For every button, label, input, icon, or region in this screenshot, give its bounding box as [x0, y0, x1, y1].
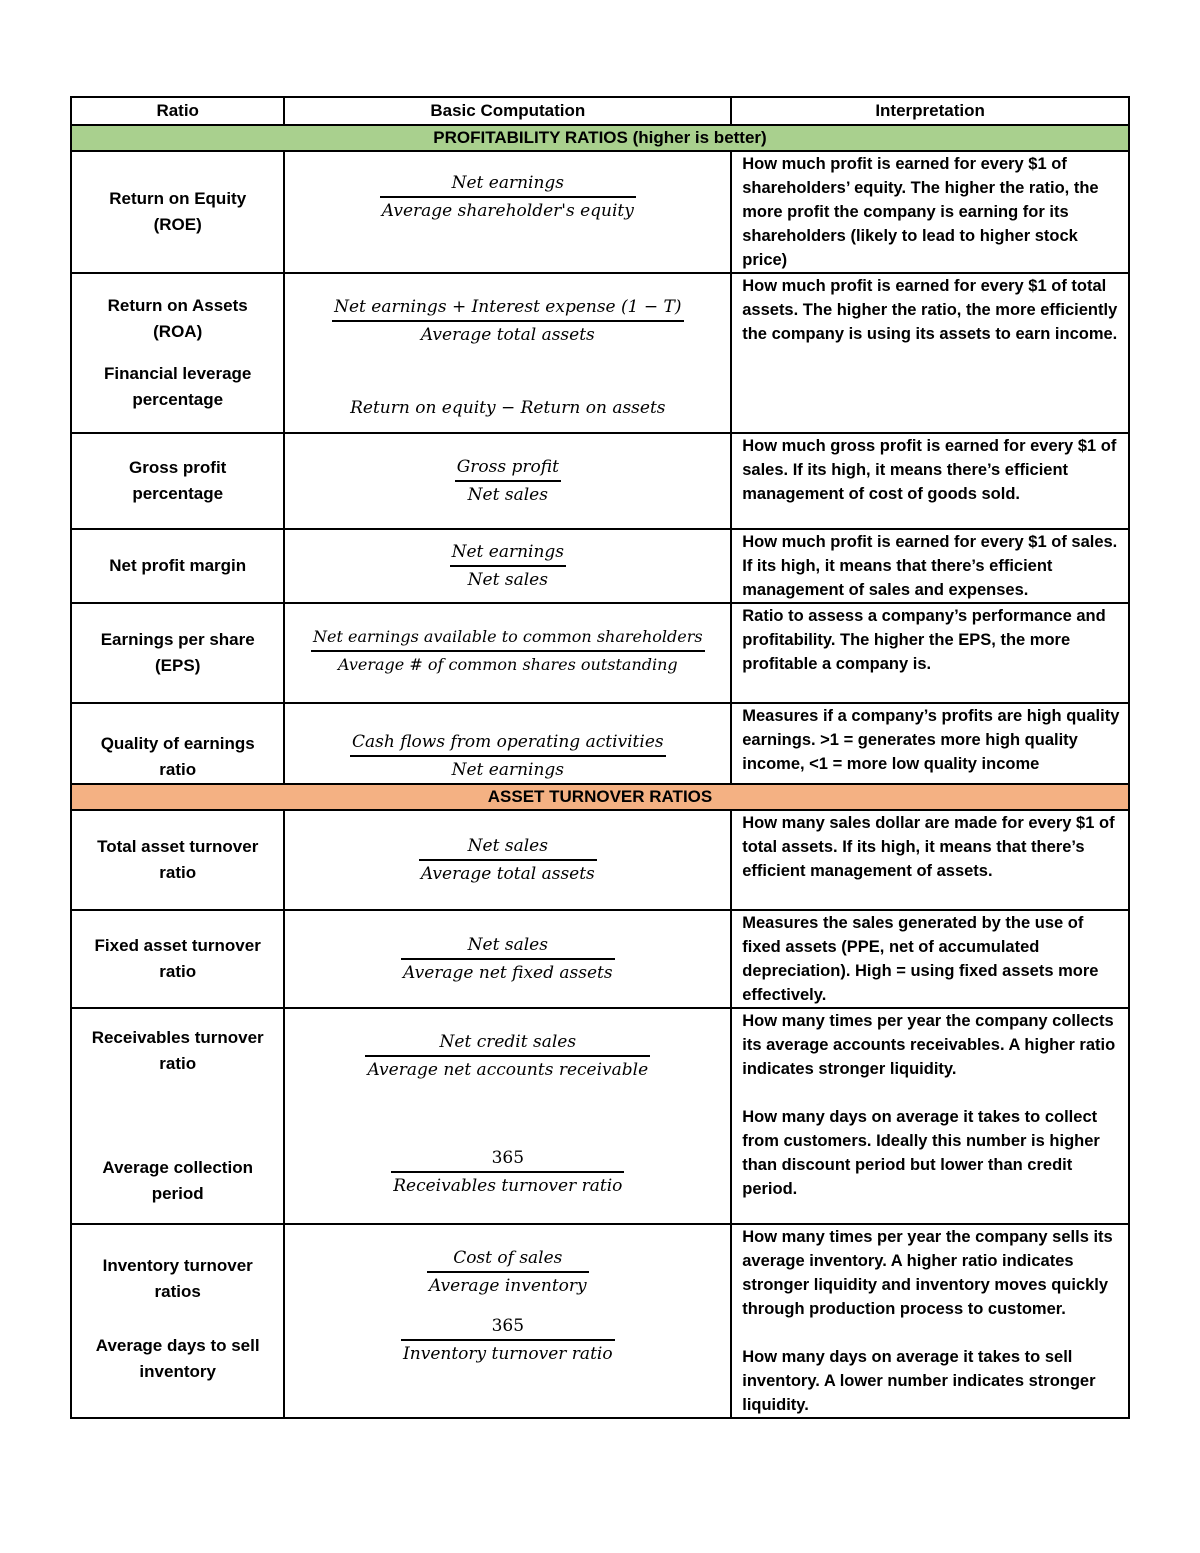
interpretation-text: How much profit is earned for every $1 of total assets. The higher the ratio, the more efficiently the company is using its assets to earn income. — [742, 277, 1118, 343]
interpretation-text: How many times per year the company collects its average accounts receivables. A higher ratio indicates stronger liquidity. — [742, 1012, 1116, 1078]
header-computation: Basic Computation — [284, 97, 731, 125]
table-row — [71, 703, 1129, 784]
interpretation-cell — [731, 151, 1129, 273]
numerator: Net earnings — [451, 173, 565, 193]
header-interpretation: Interpretation — [731, 97, 1129, 125]
table-row — [71, 810, 1129, 910]
ratio-name: Gross profit — [129, 458, 227, 477]
numerator: Gross profit — [456, 457, 559, 477]
interpretation-text: Ratio to assess a company’s performance and profitability. The higher the EPS, the more profitable a company is. — [742, 607, 1106, 673]
computation-cell — [284, 433, 731, 529]
denominator: Average net accounts receivable — [365, 1055, 650, 1083]
ratio-name: Total asset turnover — [97, 837, 259, 856]
ratio-cell — [71, 151, 284, 273]
ratio-cell — [71, 1008, 284, 1224]
ratio-name: Fixed asset turnover — [94, 936, 261, 955]
denominator: Receivables turnover ratio — [391, 1171, 624, 1199]
financial-ratios-table — [70, 96, 1130, 1419]
formula-fraction — [391, 1145, 624, 1199]
ratio-name: Inventory turnover — [102, 1256, 253, 1275]
ratio-name: Return on Assets — [107, 296, 248, 315]
denominator: Average net fixed assets — [401, 958, 615, 986]
formula-fraction — [401, 1313, 615, 1367]
interpretation-text: How many times per year the company sells its average inventory. A higher ratio indicates stronger liquidity and inventory moves quickly through production process to customer. — [742, 1228, 1113, 1318]
ratio-name-2: inventory — [139, 1362, 216, 1381]
numerator: Net earnings + Interest expense (1 − T) — [334, 297, 682, 317]
numerator: Net credit sales — [439, 1032, 577, 1052]
formula-fraction — [455, 454, 561, 508]
section-profitability — [71, 125, 1129, 151]
interpretation-text: How many days on average it takes to collect from customers. Ideally this number is higher than discount period but lower than credit period. — [742, 1108, 1100, 1198]
computation-cell — [284, 810, 731, 910]
numerator: Net earnings — [451, 542, 565, 562]
computation-cell — [284, 529, 731, 603]
numerator: 365 — [491, 1316, 525, 1336]
denominator: Average total assets — [332, 320, 683, 348]
ratio-cell — [71, 703, 284, 784]
ratio-abbrev: (ROE) — [153, 215, 202, 234]
numerator: Cash flows from operating activities — [352, 732, 664, 752]
ratio-name: Earnings per share — [100, 630, 255, 649]
interpretation-text: How much gross profit is earned for every $1 of sales. If its high, it means there’s efficient management of cost of goods sold. — [742, 437, 1117, 503]
header-row — [71, 97, 1129, 125]
ratio-name-2: period — [151, 1184, 204, 1203]
table-row — [71, 1224, 1129, 1418]
interpretation-cell — [731, 1008, 1129, 1224]
formula-fraction — [332, 294, 683, 348]
interpretation-text: How many days on average it takes to sell inventory. A lower number indicates stronger liquidity. — [742, 1348, 1096, 1414]
interpretation-text: How many sales dollar are made for every $1 of total assets. If its high, it means that there’s efficient management of assets. — [742, 814, 1115, 880]
formula-fraction — [450, 539, 566, 593]
denominator: Average total assets — [419, 859, 597, 887]
interpretation-cell — [731, 1224, 1129, 1418]
section-asset-turnover — [71, 784, 1129, 810]
section-title: ASSET TURNOVER RATIOS — [71, 784, 1129, 810]
denominator: Net sales — [455, 480, 561, 508]
computation-cell — [284, 151, 731, 273]
table-row — [71, 910, 1129, 1008]
ratio-name-2: ratio — [159, 962, 197, 981]
ratio-name: Average collection — [102, 1158, 253, 1177]
ratio-name: Return on Equity — [109, 189, 247, 208]
ratio-cell — [71, 1224, 284, 1418]
interpretation-cell — [731, 910, 1129, 1008]
denominator: Average inventory — [427, 1271, 589, 1299]
computation-cell — [284, 703, 731, 784]
interpretation-text: Measures the sales generated by the use of fixed assets (PPE, net of accumulated depreciation). High = using fixed assets more effectively. — [742, 914, 1099, 1004]
ratio-cell — [71, 529, 284, 603]
ratio-cell — [71, 603, 284, 703]
interpretation-cell — [731, 273, 1129, 433]
table-row — [71, 433, 1129, 529]
ratio-name-2: percentage — [132, 484, 224, 503]
ratio-name: Net profit margin — [109, 556, 247, 575]
interpretation-text: How much profit is earned for every $1 of shareholders’ equity. The higher the ratio, the more profit the company is earning for its shareholders (likely to lead to higher stock price) — [742, 155, 1099, 269]
numerator: 365 — [491, 1148, 525, 1168]
ratio-name-2: percentage — [132, 390, 224, 409]
computation-cell — [284, 1224, 731, 1418]
interpretation-cell — [731, 703, 1129, 784]
formula-fraction — [427, 1245, 589, 1299]
ratio-cell — [71, 810, 284, 910]
table-row — [71, 151, 1129, 273]
table-row — [71, 603, 1129, 703]
denominator: Inventory turnover ratio — [401, 1339, 615, 1367]
denominator: Average # of common shares outstanding — [311, 650, 705, 678]
numerator: Net sales — [467, 836, 548, 856]
denominator: Net earnings — [350, 755, 666, 783]
numerator: Net earnings available to common shareholders — [313, 627, 703, 646]
formula-fraction — [401, 932, 615, 986]
ratio-name-2: ratio — [159, 760, 197, 779]
numerator: Cost of sales — [453, 1248, 563, 1268]
ratio-name-2: ratio — [159, 863, 197, 882]
numerator: Net sales — [467, 935, 548, 955]
denominator: Net sales — [450, 565, 566, 593]
formula-fraction — [365, 1029, 650, 1083]
header-ratio: Ratio — [71, 97, 284, 125]
denominator: Average shareholder's equity — [380, 196, 636, 224]
formula-fraction — [419, 833, 597, 887]
ratio-name: Quality of earnings — [100, 734, 255, 753]
formula-text: Return on equity − Return on assets — [350, 398, 666, 418]
interpretation-cell — [731, 529, 1129, 603]
interpretation-cell — [731, 810, 1129, 910]
table-row — [71, 273, 1129, 433]
computation-cell — [284, 603, 731, 703]
ratio-name: Average days to sell — [95, 1336, 260, 1355]
formula-fraction — [311, 624, 705, 678]
section-title: PROFITABILITY RATIOS (higher is better) — [71, 125, 1129, 151]
ratio-name: Receivables turnover — [91, 1028, 264, 1047]
interpretation-text: How much profit is earned for every $1 of sales. If its high, it means that there’s efficient management of sales and expenses. — [742, 533, 1118, 599]
ratio-name-2: ratios — [154, 1282, 201, 1301]
computation-cell — [284, 273, 731, 433]
interpretation-text: Measures if a company’s profits are high quality earnings. >1 = generates more high quality income, <1 = more low quality income — [742, 707, 1120, 773]
ratio-cell — [71, 910, 284, 1008]
table-row — [71, 529, 1129, 603]
ratio-abbrev: (EPS) — [155, 656, 201, 675]
ratio-cell — [71, 433, 284, 529]
ratio-cell — [71, 273, 284, 433]
computation-cell — [284, 910, 731, 1008]
formula-fraction — [350, 729, 666, 783]
interpretation-cell — [731, 433, 1129, 529]
formula-fraction — [380, 170, 636, 224]
ratio-abbrev: (ROA) — [153, 322, 203, 341]
interpretation-cell — [731, 603, 1129, 703]
table-row — [71, 1008, 1129, 1224]
ratio-name: Financial leverage — [103, 364, 252, 383]
ratio-name-2: ratio — [159, 1054, 197, 1073]
computation-cell — [284, 1008, 731, 1224]
